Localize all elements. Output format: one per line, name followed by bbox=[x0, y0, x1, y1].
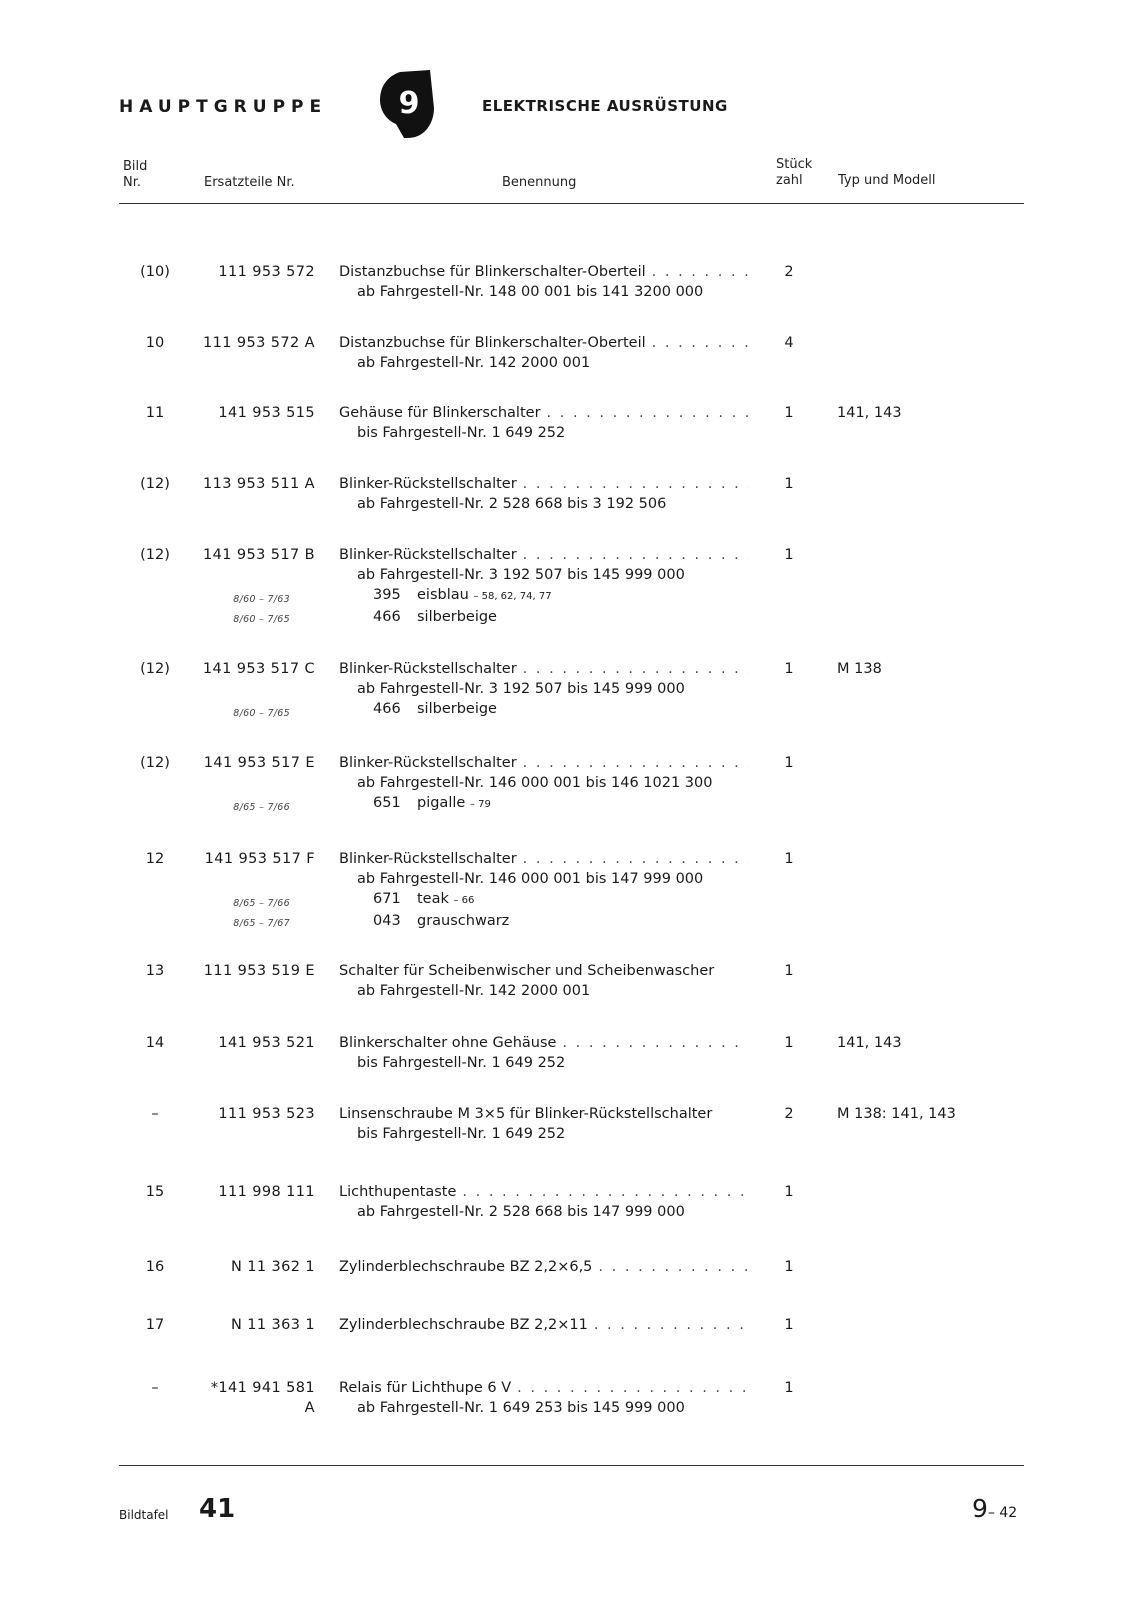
leader-dots bbox=[523, 753, 749, 773]
part-number: 111 998 111 bbox=[218, 1184, 315, 1200]
col-bild-line1: Bild bbox=[123, 159, 148, 174]
color-note: – 66 bbox=[453, 895, 475, 906]
badge-shape-icon bbox=[378, 68, 436, 140]
description-text: Lichthupentaste bbox=[339, 1184, 457, 1200]
description-text: Gehäuse für Blinkerschalter bbox=[339, 405, 541, 421]
group-number-badge bbox=[378, 68, 436, 140]
part-number: *141 941 581 A bbox=[210, 1380, 315, 1416]
part-number: 111 953 572 bbox=[218, 264, 315, 280]
quantity: 1 bbox=[784, 547, 794, 563]
color-code: 651 bbox=[373, 795, 401, 811]
description-text: Distanzbuchse für Blinkerschalter-Oberteil bbox=[339, 335, 646, 351]
quantity: 1 bbox=[784, 476, 794, 492]
color-variant bbox=[339, 699, 749, 721]
col-type-header: Typ und Modell bbox=[838, 173, 936, 188]
date-range: 8/60 – 7/63 bbox=[233, 594, 290, 605]
chassis-range: ab Fahrgestell-Nr. 148 00 001 bis 141 3200 000 bbox=[357, 284, 704, 300]
color-variant bbox=[339, 607, 749, 629]
date-range: 8/65 – 7/66 bbox=[233, 802, 290, 813]
col-qty-header bbox=[776, 157, 812, 189]
part-number: N 11 363 1 bbox=[230, 1317, 315, 1333]
quantity: 1 bbox=[784, 755, 794, 771]
bild-number: 17 bbox=[145, 1317, 165, 1333]
quantity: 1 bbox=[784, 661, 794, 677]
part-description bbox=[339, 753, 749, 815]
description-text: Linsenschraube M 3×5 für Blinker-Rückstellschalter bbox=[339, 1106, 713, 1122]
chassis-range: bis Fahrgestell-Nr. 1 649 252 bbox=[357, 425, 566, 441]
color-variant bbox=[339, 585, 749, 607]
page-title: ELEKTRISCHE AUSRÜSTUNG bbox=[482, 97, 728, 115]
chassis-range: ab Fahrgestell-Nr. 1 649 253 bis 145 999 000 bbox=[357, 1400, 685, 1416]
color-name: teak bbox=[417, 891, 449, 907]
quantity: 2 bbox=[784, 264, 794, 280]
bild-number: (12) bbox=[140, 755, 170, 771]
plate-label: Bildtafel bbox=[119, 1508, 169, 1522]
part-description bbox=[339, 474, 749, 514]
date-range: 8/65 – 7/66 bbox=[233, 898, 290, 909]
part-description bbox=[339, 1104, 749, 1144]
page-sub: – 42 bbox=[987, 1505, 1018, 1521]
col-qty-line1: Stück bbox=[776, 157, 813, 172]
bild-number: (12) bbox=[140, 661, 170, 677]
color-note: – 58, 62, 74, 77 bbox=[473, 591, 552, 602]
header-rule bbox=[119, 203, 1024, 204]
bild-number: 14 bbox=[145, 1035, 165, 1051]
part-description bbox=[339, 1033, 749, 1073]
bild-number: (12) bbox=[140, 476, 170, 492]
quantity: 1 bbox=[784, 851, 794, 867]
part-description bbox=[339, 262, 749, 302]
color-note: – 79 bbox=[469, 799, 491, 810]
leader-dots bbox=[523, 849, 749, 869]
plate-number: 41 bbox=[199, 1494, 236, 1524]
bild-number: 13 bbox=[145, 963, 165, 979]
page-main: 9 bbox=[972, 1494, 988, 1523]
color-code: 395 bbox=[373, 587, 401, 603]
col-name-header: Benennung bbox=[502, 175, 577, 190]
group-number: 9 bbox=[398, 86, 420, 121]
part-description bbox=[339, 961, 749, 1001]
col-bild-header bbox=[123, 159, 147, 191]
leader-dots bbox=[523, 474, 749, 494]
bild-number: 15 bbox=[145, 1184, 165, 1200]
part-number: 141 953 521 bbox=[218, 1035, 315, 1051]
leader-dots bbox=[598, 1257, 749, 1277]
part-number: 141 953 515 bbox=[218, 405, 315, 421]
color-name: grauschwarz bbox=[417, 913, 510, 929]
part-number: 141 953 517 E bbox=[203, 755, 315, 771]
chassis-range: ab Fahrgestell-Nr. 142 2000 001 bbox=[357, 983, 591, 999]
description-text: Blinker-Rückstellschalter bbox=[339, 547, 517, 563]
description-text: Relais für Lichthupe 6 V bbox=[339, 1380, 512, 1396]
part-number: N 11 362 1 bbox=[230, 1259, 315, 1275]
chassis-range: ab Fahrgestell-Nr. 2 528 668 bis 3 192 506 bbox=[357, 496, 667, 512]
color-code: 466 bbox=[373, 701, 401, 717]
quantity: 2 bbox=[784, 1106, 794, 1122]
part-description bbox=[339, 333, 749, 373]
bild-number: (10) bbox=[140, 264, 170, 280]
part-description bbox=[339, 659, 749, 721]
bild-number: (12) bbox=[140, 547, 170, 563]
chassis-range: bis Fahrgestell-Nr. 1 649 252 bbox=[357, 1126, 566, 1142]
leader-dots bbox=[462, 1182, 749, 1202]
bild-number: 10 bbox=[145, 335, 165, 351]
bild-number: 16 bbox=[145, 1259, 165, 1275]
part-number: 113 953 511 A bbox=[203, 476, 315, 492]
part-description bbox=[339, 545, 749, 629]
color-name: pigalle bbox=[417, 795, 466, 811]
leader-dots bbox=[517, 1378, 749, 1398]
description-text: Blinker-Rückstellschalter bbox=[339, 476, 517, 492]
quantity: 1 bbox=[784, 405, 794, 421]
part-number: 141 953 517 B bbox=[202, 547, 315, 563]
date-range: 8/60 – 7/65 bbox=[233, 614, 290, 625]
description-text: Distanzbuchse für Blinkerschalter-Oberteil bbox=[339, 264, 646, 280]
footer-rule bbox=[119, 1465, 1024, 1466]
color-code: 671 bbox=[373, 891, 401, 907]
leader-dots bbox=[652, 262, 749, 282]
bild-number: – bbox=[151, 1380, 159, 1396]
type-model: 141, 143 bbox=[837, 1035, 902, 1051]
part-description bbox=[339, 1182, 749, 1222]
part-description bbox=[339, 1378, 749, 1418]
date-range: 8/65 – 7/67 bbox=[233, 918, 290, 929]
part-number: 141 953 517 F bbox=[204, 851, 315, 867]
quantity: 1 bbox=[784, 1259, 794, 1275]
bild-number: 11 bbox=[145, 405, 165, 421]
part-number: 111 953 523 bbox=[218, 1106, 315, 1122]
part-description bbox=[339, 1315, 749, 1335]
type-model: M 138 bbox=[837, 661, 882, 677]
chassis-range: ab Fahrgestell-Nr. 146 000 001 bis 146 1021 300 bbox=[357, 775, 713, 791]
col-qty-line2: zahl bbox=[776, 173, 803, 188]
group-label: HAUPTGRUPPE bbox=[119, 97, 328, 117]
description-text: Zylinderblechschraube BZ 2,2×11 bbox=[339, 1317, 588, 1333]
chassis-range: ab Fahrgestell-Nr. 3 192 507 bis 145 999 000 bbox=[357, 567, 685, 583]
color-code: 043 bbox=[373, 913, 401, 929]
part-number: 111 953 572 A bbox=[203, 335, 315, 351]
description-text: Zylinderblechschraube BZ 2,2×6,5 bbox=[339, 1259, 593, 1275]
color-variant bbox=[339, 793, 749, 815]
description-text: Blinker-Rückstellschalter bbox=[339, 661, 517, 677]
part-number: 141 953 517 C bbox=[202, 661, 315, 677]
description-text: Schalter für Scheibenwischer und Scheibenwascher bbox=[339, 963, 715, 979]
page-number bbox=[972, 1494, 1017, 1523]
color-name: silberbeige bbox=[417, 701, 497, 717]
part-description bbox=[339, 1257, 749, 1277]
bild-number: – bbox=[151, 1106, 159, 1122]
color-variant bbox=[339, 911, 749, 933]
date-range: 8/60 – 7/65 bbox=[233, 708, 290, 719]
leader-dots bbox=[562, 1033, 749, 1053]
quantity: 1 bbox=[784, 1380, 794, 1396]
description-text: Blinker-Rückstellschalter bbox=[339, 851, 517, 867]
chassis-range: bis Fahrgestell-Nr. 1 649 252 bbox=[357, 1055, 566, 1071]
description-text: Blinkerschalter ohne Gehäuse bbox=[339, 1035, 557, 1051]
quantity: 1 bbox=[784, 1035, 794, 1051]
quantity: 4 bbox=[784, 335, 794, 351]
chassis-range: ab Fahrgestell-Nr. 2 528 668 bis 147 999 000 bbox=[357, 1204, 685, 1220]
type-model: M 138: 141, 143 bbox=[837, 1106, 956, 1122]
leader-dots bbox=[652, 333, 749, 353]
type-model: 141, 143 bbox=[837, 405, 902, 421]
chassis-range: ab Fahrgestell-Nr. 146 000 001 bis 147 999 000 bbox=[357, 871, 704, 887]
leader-dots bbox=[523, 545, 749, 565]
part-description bbox=[339, 403, 749, 443]
color-name: eisblau bbox=[417, 587, 469, 603]
leader-dots bbox=[594, 1315, 749, 1335]
quantity: 1 bbox=[784, 1317, 794, 1333]
col-bild-line2: Nr. bbox=[123, 175, 142, 190]
chassis-range: ab Fahrgestell-Nr. 142 2000 001 bbox=[357, 355, 591, 371]
bild-number: 12 bbox=[145, 851, 165, 867]
color-name: silberbeige bbox=[417, 609, 497, 625]
col-part-header: Ersatzteile Nr. bbox=[204, 175, 295, 190]
leader-dots bbox=[547, 403, 749, 423]
chassis-range: ab Fahrgestell-Nr. 3 192 507 bis 145 999 000 bbox=[357, 681, 685, 697]
color-variant bbox=[339, 889, 749, 911]
quantity: 1 bbox=[784, 1184, 794, 1200]
leader-dots bbox=[523, 659, 749, 679]
color-code: 466 bbox=[373, 609, 401, 625]
description-text: Blinker-Rückstellschalter bbox=[339, 755, 517, 771]
part-description bbox=[339, 849, 749, 933]
part-number: 111 953 519 E bbox=[203, 963, 315, 979]
quantity: 1 bbox=[784, 963, 794, 979]
